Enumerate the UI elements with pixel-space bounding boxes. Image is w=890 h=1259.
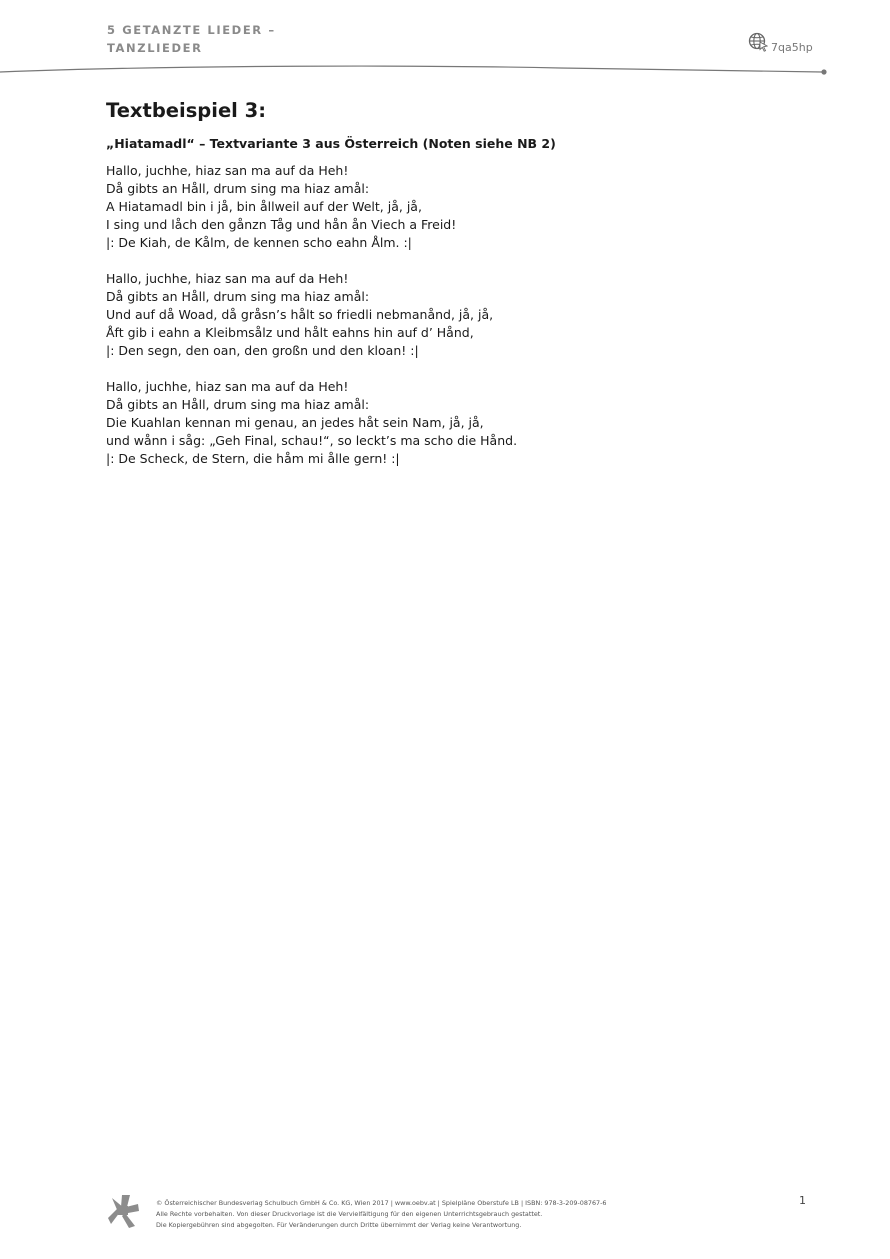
web-code[interactable] bbox=[748, 32, 813, 54]
stanza bbox=[106, 162, 517, 252]
web-code-label[interactable]: 7qa5hp bbox=[771, 41, 813, 54]
footer-fees: Die Kopiergebühren sind abgegolten. Für Veränderungen durch Dritte übernimmt der Verlag keine Verantwortung. bbox=[156, 1221, 522, 1229]
stanza bbox=[106, 270, 517, 360]
lyric-line: Und auf då Woad, då gråsn’s hålt so friedli nebmanånd, jå, jå, bbox=[106, 307, 494, 322]
page-number: 1 bbox=[799, 1194, 806, 1207]
song-subtitle: „Hiatamadl“ – Textvariante 3 aus Österreich (Noten siehe NB 2) bbox=[106, 136, 556, 151]
footer-legal bbox=[156, 1198, 607, 1231]
lyrics bbox=[106, 162, 517, 486]
lyric-line: |: De Scheck, de Stern, die håm mi ålle gern! :| bbox=[106, 451, 400, 466]
lyric-line: Hallo, juchhe, hiaz san ma auf da Heh! bbox=[106, 163, 349, 178]
lyric-line: |: De Kiah, de Kålm, de kennen scho eahn Ålm. :| bbox=[106, 235, 412, 250]
header-divider bbox=[0, 62, 890, 78]
lyric-line: Hallo, juchhe, hiaz san ma auf da Heh! bbox=[106, 379, 349, 394]
lyric-line: A Hiatamadl bin i jå, bin ållweil auf der Welt, jå, jå, bbox=[106, 199, 422, 214]
lyric-line: Åft gib i eahn a Kleibmsålz und hålt eahns hin auf d’ Hånd, bbox=[106, 325, 474, 340]
chapter-header-line2: TANZLIEDER bbox=[107, 41, 203, 55]
lyric-line: Då gibts an Håll, drum sing ma hiaz amål: bbox=[106, 181, 370, 196]
page-title: Textbeispiel 3: bbox=[106, 99, 267, 122]
lyric-line: |: Den segn, den oan, den großn und den kloan! :| bbox=[106, 343, 419, 358]
globe-cursor-icon bbox=[748, 32, 768, 52]
lyric-line: Då gibts an Håll, drum sing ma hiaz amål: bbox=[106, 397, 370, 412]
footer-copyright: © Österreichischer Bundesverlag Schulbuch GmbH & Co. KG, Wien 2017 | www.oebv.at | Spielpläne Oberstufe LB | ISBN: 978-3-209-08767-6 bbox=[156, 1199, 607, 1207]
lyric-line: I sing und låch den gånzn Tåg und hån ån Viech a Freid! bbox=[106, 217, 457, 232]
lyric-line: Die Kuahlan kennan mi genau, an jedes håt sein Nam, jå, jå, bbox=[106, 415, 484, 430]
lyric-line: Då gibts an Håll, drum sing ma hiaz amål: bbox=[106, 289, 370, 304]
lyric-line: und wånn i såg: „Geh Final, schau!“, so leckt’s ma scho die Hånd. bbox=[106, 433, 518, 448]
chapter-header-line1: 5 GETANZTE LIEDER – bbox=[107, 23, 276, 37]
oebv-logo-icon bbox=[108, 1195, 140, 1233]
chapter-header bbox=[107, 21, 276, 57]
footer-rights: Alle Rechte vorbehalten. Von dieser Druckvorlage ist die Vervielfältigung für den eigenen Unterrichtsgebrauch gestattet. bbox=[156, 1210, 543, 1218]
stanza bbox=[106, 378, 517, 468]
lyric-line: Hallo, juchhe, hiaz san ma auf da Heh! bbox=[106, 271, 349, 286]
